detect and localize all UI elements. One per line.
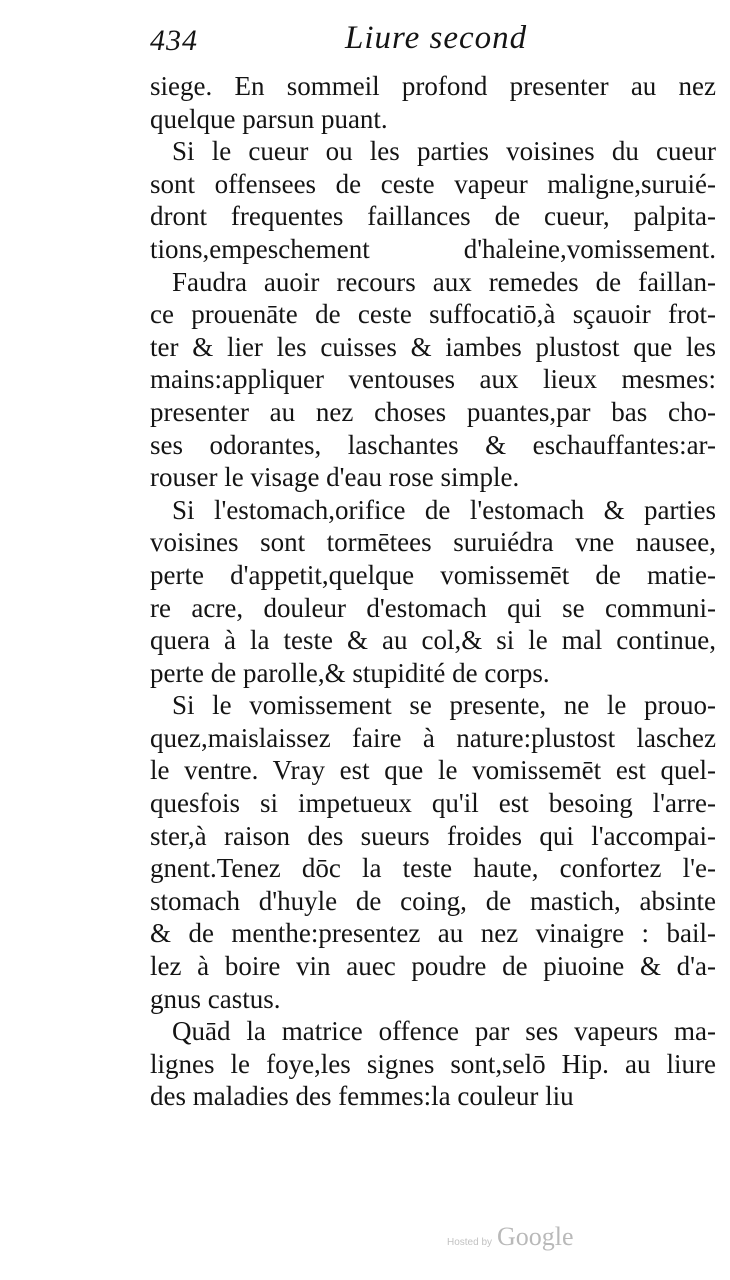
text-line: & de menthe:presentez au nez vinaigre : bail- — [150, 918, 716, 949]
text-line: rouser le visage d'eau rose simple. — [150, 462, 520, 493]
text-line: Si le cueur ou les parties voisines du cueur — [172, 136, 716, 167]
text-line: ce prouenāte de ceste suffocatiō,à sçauoir frot- — [150, 299, 716, 330]
text-line: le ventre. Vray est que le vomissemēt est quel- — [150, 755, 716, 786]
text-line: gnus castus. — [150, 983, 281, 1014]
body-text — [150, 70, 716, 1113]
text-line: quesfois si impetueux qu'il est besoing l'arre- — [150, 788, 716, 819]
text-line: mains:appliquer ventouses aux lieux mesmes: — [150, 364, 716, 395]
text-line: quera à la teste & au col,& si le mal continue, — [150, 625, 716, 656]
text-line: Faudra auoir recours aux remedes de faillan- — [172, 266, 716, 297]
text-line: perte de parolle,& stupidité de corps. — [150, 657, 550, 688]
text-line: presenter au nez choses puantes,par bas cho- — [150, 396, 716, 427]
text-line: lez à boire vin auec poudre de piuoine & d'a- — [150, 951, 716, 982]
google-watermark — [447, 1222, 574, 1251]
text-line: quelque parsun puant. — [150, 103, 388, 134]
text-line: dront frequentes faillances de cueur, palpita- — [150, 201, 716, 232]
google-logo: Google — [497, 1222, 574, 1251]
text-line: lignes le foye,les signes sont,selō Hip. au liure — [150, 1048, 716, 1079]
text-line: Si le vomissement se presente, ne le prouo- — [172, 690, 716, 721]
text-line: quez,maislaissez faire à nature:plustost laschez — [150, 722, 716, 753]
page-header — [150, 18, 710, 68]
text-line: siege. En sommeil profond presenter au nez — [150, 71, 716, 101]
text-line: ter & lier les cuisses & iambes plustost que les — [150, 331, 716, 362]
text-line: ster,à raison des sueurs froides qui l'accompai- — [150, 820, 716, 851]
hosted-by-label: Hosted by — [447, 1237, 493, 1248]
page-number: 434 — [150, 24, 198, 57]
text-line: des maladies des femmes:la couleur liu — [150, 1081, 574, 1112]
text-line: tions,empeschement d'haleine,vomissement. — [150, 233, 716, 264]
text-line: Quād la matrice offence par ses vapeurs ma- — [172, 1016, 716, 1047]
running-title: Liure second — [345, 20, 528, 56]
text-line: Si l'estomach,orifice de l'estomach & parties — [172, 494, 716, 525]
text-line: perte d'appetit,quelque vomissemēt de matie- — [150, 559, 716, 590]
text-line: gnent.Tenez dōc la teste haute, confortez l'e- — [150, 853, 716, 884]
text-line: sont offensees de ceste vapeur maligne,suruié- — [150, 168, 716, 199]
text-line: stomach d'huyle de coing, de mastich, absinte — [150, 885, 716, 916]
text-line: voisines sont tormētees suruiédra vne nausee, — [150, 527, 716, 558]
text-line: re acre, douleur d'estomach qui se communi- — [150, 592, 716, 623]
text-line: ses odorantes, laschantes & eschauffantes:ar- — [150, 429, 716, 460]
